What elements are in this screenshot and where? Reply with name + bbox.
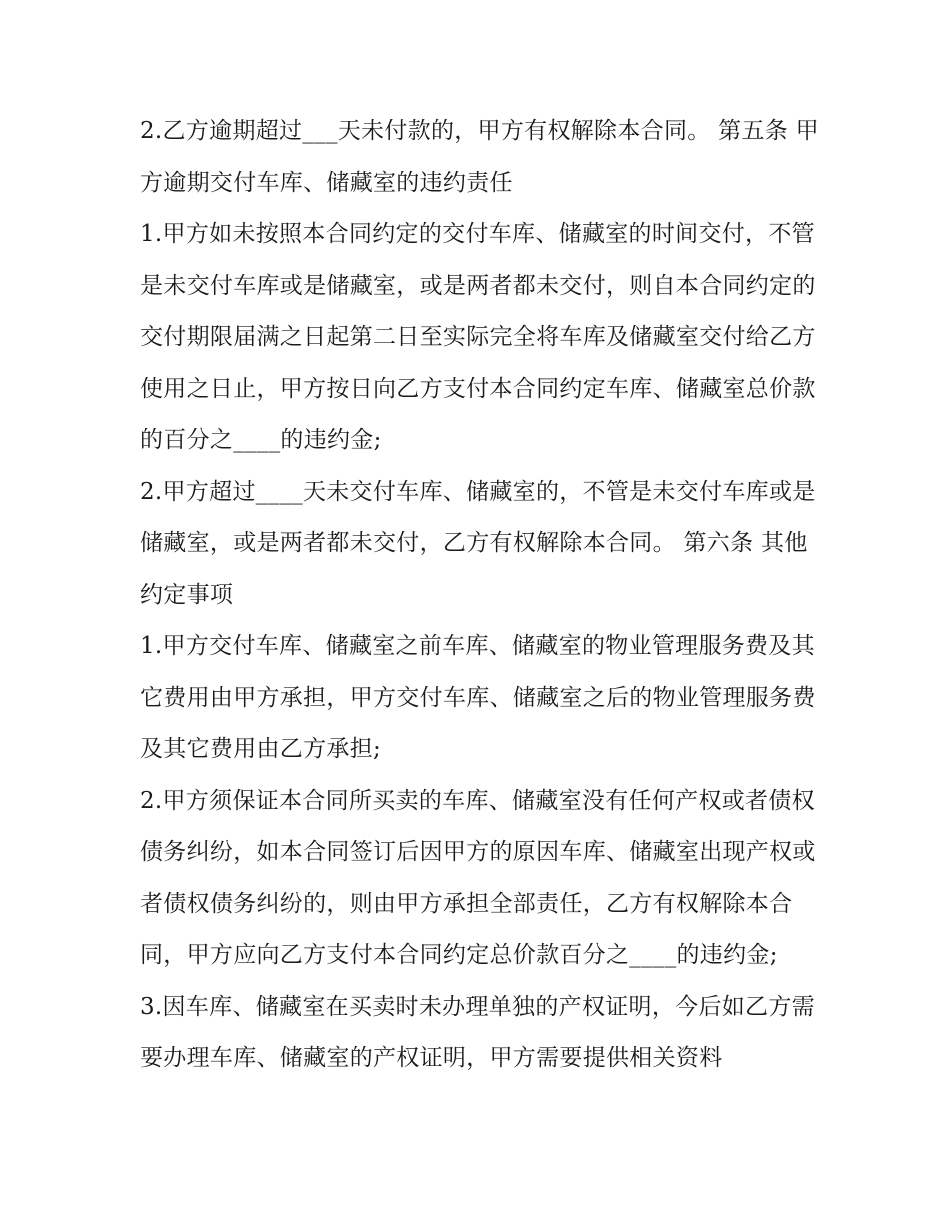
- paragraph-article-5-clause-2: 2.甲方超过____天未交付车库、储藏室的，不管是未交付车库或是储藏室，或是两者都未交付，乙方有权解除本合同。 第六条 其他约定事项: [140, 478, 816, 608]
- document-body: [140, 106, 820, 1085]
- paragraph-article-6-clause-2: 2.甲方须保证本合同所买卖的车库、储藏室没有任何产权或者债权债务纠纷，如本合同签订后因甲方的原因车库、储藏室出现产权或者债权债务纠纷的，则由甲方承担全部责任，乙方有权解除本合同，甲方应向乙方支付本合同约定总价款百分之____的违约金;: [140, 787, 816, 968]
- paragraph-article-6-clause-3: 3.因车库、储藏室在买卖时未办理单独的产权证明，今后如乙方需要办理车库、储藏室的产权证明，甲方需要提供相关资料: [140, 993, 815, 1071]
- paragraph-article-4-clause-2: 2.乙方逾期超过___天未付款的，甲方有权解除本合同。 第五条 甲方逾期交付车库、储藏室的违约责任: [140, 118, 819, 196]
- paragraph-article-5-clause-1: 1.甲方如未按照本合同约定的交付车库、储藏室的时间交付，不管是未交付车库或是储藏室，或是两者都未交付，则自本合同约定的交付期限届满之日起第二日至实际完全将车库及储藏室交付给乙方使用之日止，甲方按日向乙方支付本合同约定车库、储藏室总价款的百分之____的违约金;: [140, 221, 816, 453]
- paragraph-article-6-clause-1: 1.甲方交付车库、储藏室之前车库、储藏室的物业管理服务费及其它费用由甲方承担，甲方交付车库、储藏室之后的物业管理服务费及其它费用由乙方承担;: [140, 633, 816, 762]
